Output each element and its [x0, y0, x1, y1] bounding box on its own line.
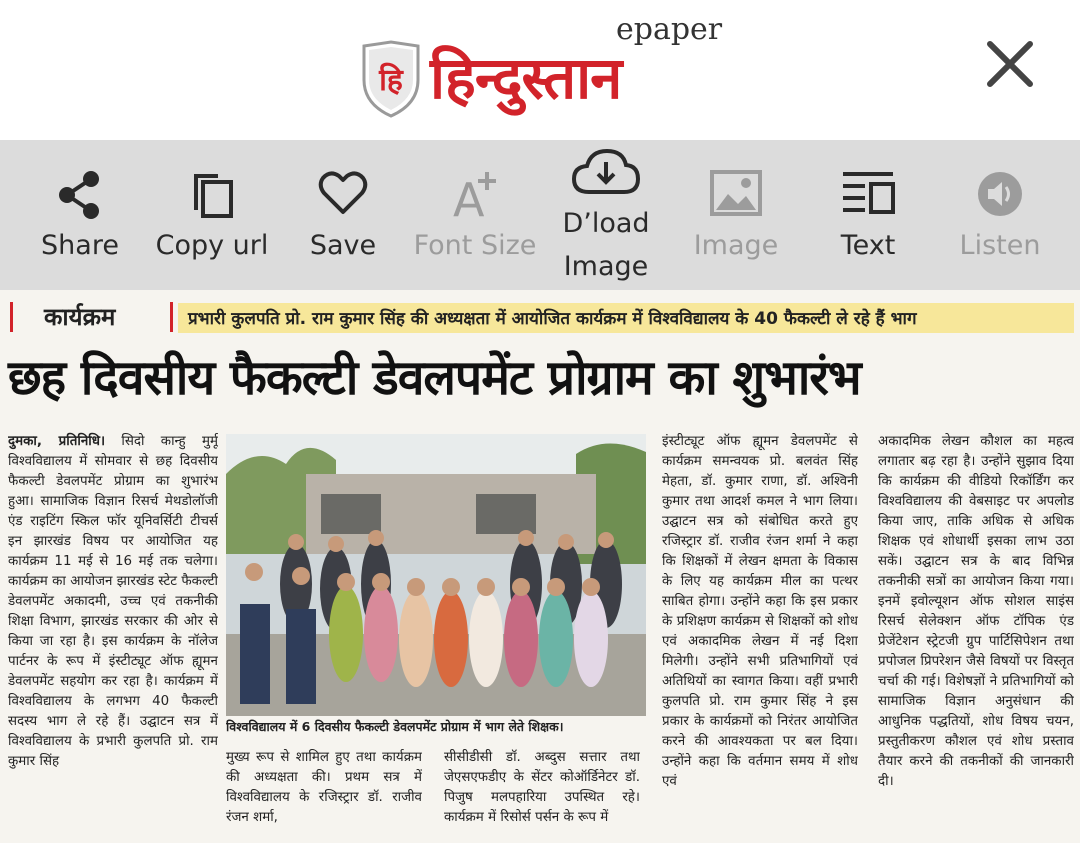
close-icon[interactable] — [984, 38, 1036, 90]
font-size-label: Font Size — [413, 230, 537, 261]
logo-letter: हि — [379, 63, 403, 98]
photo-caption: विश्वविद्यालय में 6 दिवसीय फैकल्टी डेवलपमेंट प्रोग्राम में भाग लेते शिक्षक। — [226, 719, 564, 734]
download-label-line1: D’load — [562, 208, 650, 239]
download-image-button[interactable] — [556, 140, 656, 290]
image-button[interactable] — [684, 140, 788, 290]
copy-url-label: Copy url — [155, 230, 269, 261]
column-1-text: सिदो कान्हु मुर्मू विश्वविद्यालय में सोमवार से छह दिवसीय फैकल्टी डेवलपमेंट प्रोग्राम का शुभारंभ हुआ। सामाजिक विज्ञान रिसर्च मेथडोलॉजी एंड राइटिंग स्किल फॉर यूनिवर्सिटी टीचर्स इन झारखंड विषय पर आयोजित यह कार्यक्रम 11 मई से 16 मई तक चलेगा। कार्यक्रम का आयोजन झारखंड स्टेट फैकल्टी डेवलपमेंट अकादमी, उच्च एवं तकनीकी शिक्षा विभाग, झारखंड सरकार की ओर से किया जा रहा है। इस कार्यक्रम के नॉलेज पार्टनर के रूप में इंस्टीट्यूट ऑफ ह्यूमन डेवलपमेंट सहयोग कर रहा है। कार्यक्रम में विश्वविद्यालय के लगभग 40 फैकल्टी सदस्य भाग ले रहे हैं। उद्घाटन सत्र में विश्वविद्यालय के प्रभारी कुलपति प्रो. राम कुमार सिंह — [8, 434, 218, 769]
share-button[interactable] — [30, 140, 130, 290]
save-button[interactable] — [296, 140, 390, 290]
shield-logo-icon — [360, 40, 422, 118]
copy-url-button[interactable] — [148, 140, 276, 290]
font-size-button[interactable] — [408, 140, 542, 290]
subhead-accent — [170, 302, 173, 332]
image-icon — [710, 170, 762, 216]
epaper-label: epaper — [616, 12, 723, 47]
group-photo — [226, 434, 646, 716]
listen-label: Listen — [959, 230, 1041, 261]
hindustan-logo — [360, 12, 723, 128]
article-column-1 — [8, 432, 218, 842]
dateline: दुमका, प्रतिनिधि। — [8, 434, 106, 449]
listen-button[interactable] — [950, 140, 1050, 290]
brand-name: हिन्दुस्तान — [430, 44, 622, 112]
image-label: Image — [693, 230, 779, 261]
copy-icon — [188, 170, 236, 220]
text-button[interactable] — [818, 140, 918, 290]
article-column-4: इंस्टीट्यूट ऑफ ह्यूमन डेवलपमेंट से कार्यक्रम समन्वयक प्रो. बलवंत सिंह मेहता, डॉ. कुमार राणा, डॉ. अश्विनी कुमार तथा आदर्श कमल ने भाग लिया। उद्घाटन सत्र को संबोधित करते हुए रजिस्ट्रार डॉ. राजीव रंजन शर्मा ने कहा कि शिक्षकों में लेखन क्षमता के विकास के लिए यह कार्यक्रम मील का पत्थर साबित होगा। उन्होंने कहा कि इस प्रकार के प्रशिक्षण कार्यक्रम से शिक्षकों को शोध एवं अकादमिक लेखन में नई दिशा मिलेगी। उन्होंने सभी प्रतिभागियों एवं अतिथियों का स्वागत किया। वहीं प्रभारी कुलपति प्रो. राम कुमार सिंह ने इस प्रकार के कार्यक्रमों को निरंतर आयोजित करने की आवश्यकता पर बल दिया। उन्होंने कहा कि वर्तमान समय में शोध एवं — [662, 434, 858, 789]
cloud-download-icon — [571, 148, 641, 196]
share-icon — [57, 170, 103, 220]
toolbar — [0, 140, 1080, 290]
article-column-2: मुख्य रूप से शामिल हुए तथा कार्यक्रम की अध्यक्षता की। प्रथम सत्र में विश्वविद्यालय के रजिस्ट्रार डॉ. राजीव रंजन शर्मा, — [226, 750, 422, 825]
svg-text:A: A — [453, 173, 485, 220]
headline: छह दिवसीय फैकल्टी डेवलपमेंट प्रोग्राम का शुभारंभ — [8, 350, 861, 406]
article-column-5: अकादमिक लेखन कौशल का महत्व लगातार बढ़ रहा है। उन्होंने सुझाव दिया कि कार्यक्रम की वीडियो रिकॉर्डिंग कर विश्वविद्यालय की वेबसाइट पर अपलोड किया जाए, ताकि अधिक से अधिक शिक्षक एवं शोधार्थी इसका लाभ उठा सकें। उद्घाटन सत्र के बाद विभिन्न तकनीकी सत्रों का आयोजन किया गया। इनमें इवोल्यूशन ऑफ सोशल साइंस रिसर्च सेलेक्शन ऑफ टॉपिक एंड प्रेजेंटेशन स्ट्रेटजी ग्रुप पार्टिसिपेशन तथा प्रपोजल प्रिपरेशन जैसे विषयों पर विस्तृत चर्चा की गई। विशेषज्ञों ने प्रतिभागियों को सामाजिक विज्ञान अनुसंधान की आधुनिक पद्धतियों, शोध विषय चयन, प्रस्तुतीकरण कौशल एवं शोध प्रस्ताव तैयार करने की तकनीकों की जानकारी दी। — [878, 434, 1074, 789]
download-label-line2: Image — [563, 251, 649, 282]
font-size-icon — [449, 168, 501, 220]
newspaper-clipping — [0, 290, 1080, 843]
speaker-icon — [976, 170, 1024, 218]
save-label: Save — [309, 230, 377, 261]
subheadline: प्रभारी कुलपति प्रो. राम कुमार सिंह की अध्यक्षता में आयोजित कार्यक्रम में विश्वविद्यालय के 40 फैकल्टी ले रहे हैं भाग — [178, 303, 1074, 333]
app-header — [0, 0, 1080, 140]
heart-icon — [318, 170, 368, 216]
text-label: Text — [840, 230, 896, 261]
text-view-icon — [841, 170, 895, 216]
article-column-3: सीसीडीसी डॉ. अब्दुस सत्तार तथा जेएसएफडीए के सेंटर कोऑर्डिनेटर डॉ. पिजुष मलपहारिया उपस्थित रहे। कार्यक्रम में रिसोर्स पर्सन के रूप में — [444, 750, 640, 825]
kicker-label: कार्यक्रम — [44, 303, 116, 331]
kicker-accent — [10, 302, 13, 332]
share-label: Share — [41, 230, 119, 261]
